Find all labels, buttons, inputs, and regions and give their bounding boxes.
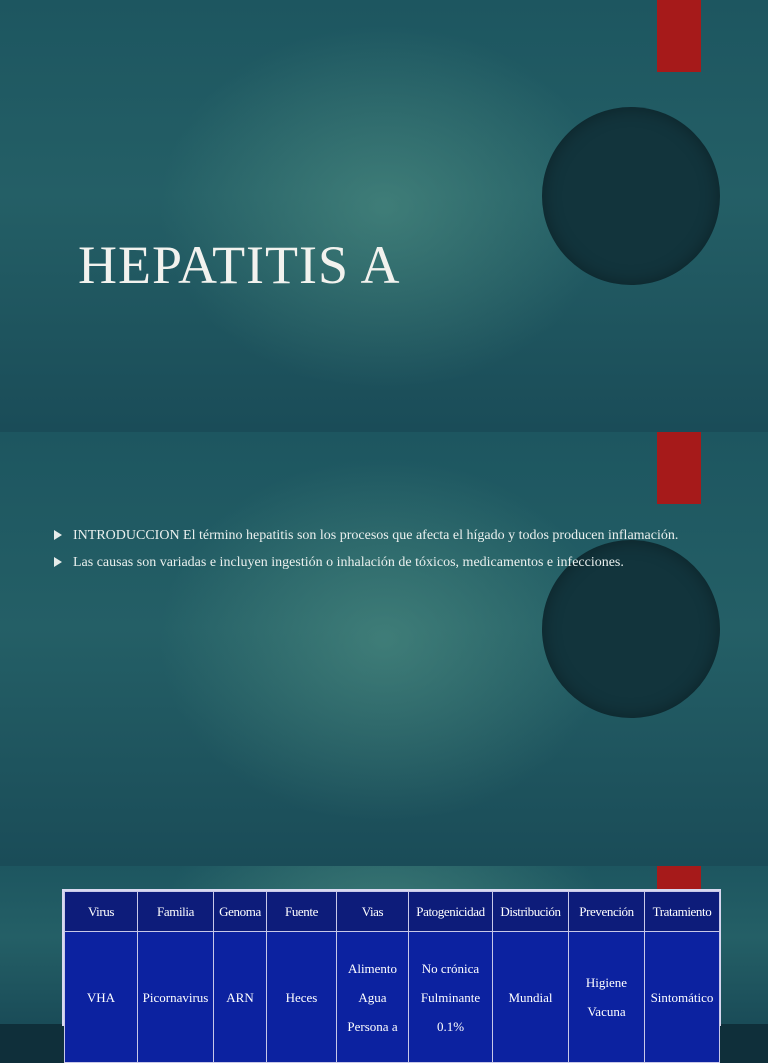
table-cell bbox=[409, 932, 493, 1063]
bullet-item bbox=[54, 526, 704, 545]
bullet-text: INTRODUCCION El término hepatitis son los procesos que afecta el hígado y todos producen inflamación. bbox=[73, 528, 679, 543]
triangle-bullet-icon bbox=[54, 530, 62, 540]
table-header-cell: Virus bbox=[65, 892, 138, 932]
table-cell bbox=[645, 932, 720, 1063]
table-cell bbox=[214, 932, 267, 1063]
table-header-cell: Distribución bbox=[493, 892, 569, 932]
cell-text: Picornavirus bbox=[142, 989, 209, 1005]
slide-introduction bbox=[0, 432, 768, 866]
table-header-cell: Genoma bbox=[214, 892, 267, 932]
cell-text: Alimento Agua Persona a bbox=[347, 960, 398, 1034]
table-header-cell: Familia bbox=[138, 892, 214, 932]
cell-text: No crónica Fulminante 0.1% bbox=[420, 960, 481, 1034]
virus-table-container bbox=[62, 889, 721, 1034]
table-cell bbox=[493, 932, 569, 1063]
table-cell bbox=[65, 932, 138, 1063]
table-header-row bbox=[65, 892, 720, 932]
table-cell bbox=[337, 932, 409, 1063]
table-header-cell: Patogenicidad bbox=[409, 892, 493, 932]
cell-text: Mundial bbox=[508, 989, 553, 1005]
table-header-cell: Vias bbox=[337, 892, 409, 932]
bullet-text: Las causas son variadas e incluyen ingestión o inhalación de tóxicos, medicamentos e infecciones. bbox=[73, 555, 624, 570]
table-header-cell: Fuente bbox=[267, 892, 337, 932]
table-cell bbox=[569, 932, 645, 1063]
cell-text: Heces bbox=[285, 989, 318, 1005]
cell-text: Higiene Vacuna bbox=[585, 975, 628, 1019]
table-cell bbox=[138, 932, 214, 1063]
red-accent-bar bbox=[657, 0, 701, 72]
slide-table bbox=[0, 866, 768, 1034]
slide-title-text: HEPATITIS A bbox=[78, 235, 401, 295]
table-header-cell: Prevención bbox=[569, 892, 645, 932]
virus-table bbox=[64, 891, 720, 1063]
table-header-cell: Tratamiento bbox=[645, 892, 720, 932]
slide-title bbox=[0, 0, 768, 432]
cell-text: ARN bbox=[226, 989, 254, 1005]
table-row bbox=[65, 932, 720, 1063]
cell-text: Sintomático bbox=[650, 989, 714, 1005]
table-cell bbox=[267, 932, 337, 1063]
bullet-item bbox=[54, 553, 704, 572]
cell-text: VHA bbox=[86, 989, 116, 1005]
decorative-circle bbox=[542, 107, 720, 285]
bullet-list bbox=[54, 526, 704, 580]
red-accent-bar bbox=[657, 432, 701, 504]
triangle-bullet-icon bbox=[54, 557, 62, 567]
